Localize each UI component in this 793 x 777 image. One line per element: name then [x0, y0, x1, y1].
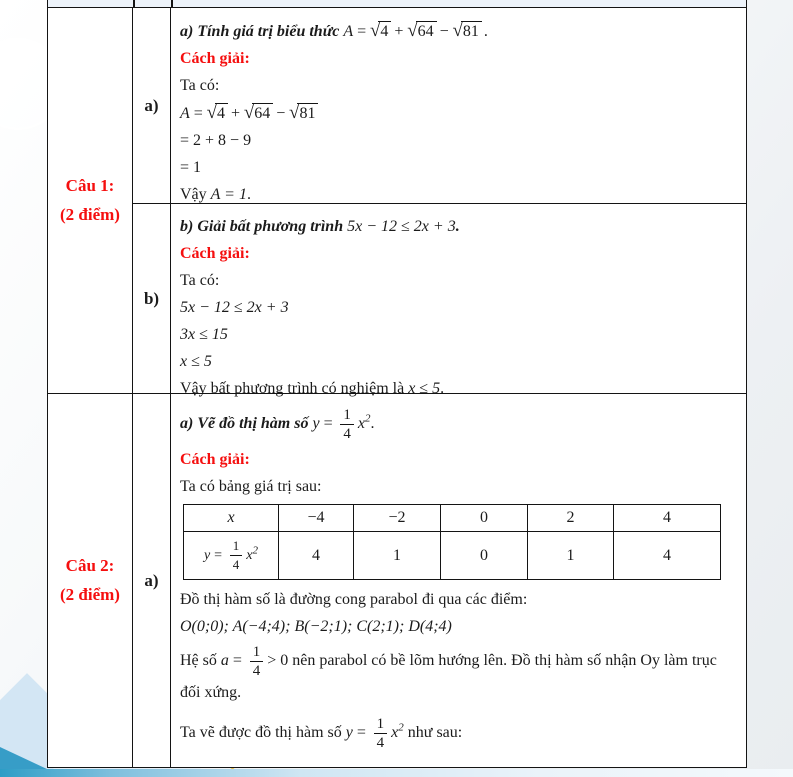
- solution-heading: Cách giải:: [180, 245, 250, 262]
- part-1b-row: [133, 203, 746, 397]
- part-1b-content: [171, 204, 746, 397]
- y-header-cell: y = $\frac{1}{4}$ $x^2$: [184, 532, 279, 580]
- solution-heading: Cách giải:: [180, 451, 250, 468]
- math-step-3: = 1: [180, 159, 202, 176]
- part-2a-marker: a): [133, 394, 171, 767]
- value-table-y-row: y = $\frac{1}{4}$ $x^2$ 4 1 0 1 4: [184, 532, 721, 580]
- x-header-cell: x: [184, 505, 279, 532]
- intro-text: Ta có:: [180, 272, 220, 289]
- question-2-number: Câu 2:: [65, 556, 115, 575]
- cutoff-row-sliver: [47, 0, 747, 7]
- question-1-number: Câu 1:: [65, 176, 115, 195]
- coefficient-formula: a = $\frac{1}{4}$ > 0: [220, 644, 289, 679]
- question-1-row: [48, 8, 746, 397]
- part-1a-marker: a): [133, 8, 171, 203]
- part-1a-content: [171, 8, 746, 203]
- part-2a-row: [133, 394, 746, 767]
- conclusion-line: Vậy bất phương trình có nghiệm là x ≤ 5.: [180, 380, 445, 397]
- question-1-points: (2 điểm): [60, 205, 120, 224]
- math-step-2: 3x ≤ 15: [180, 326, 228, 343]
- function-formula: y = $\frac{1}{4}$ $x^2$: [345, 716, 404, 751]
- function-formula: y = $\frac{1}{4}$ $x^2$.: [312, 407, 375, 442]
- draw-graph-line: Ta vẽ được đồ thị hàm số y = $\frac{1}{4}$ $x^2$ như sau:: [180, 716, 463, 751]
- question-2-label-cell: [48, 394, 133, 767]
- parabola-description: Đồ thị hàm số là đường cong parabol đi qua các điểm:: [180, 591, 528, 608]
- answer-table: [47, 7, 747, 768]
- math-step-1: A = √ 4 + √ 64 − √ 81: [180, 103, 736, 123]
- part-1a-row: [133, 8, 746, 203]
- question-2-row: [48, 393, 746, 767]
- part-2a-title: a) Vẽ đồ thị hàm số y = $\frac{1}{4}$ $x^2$.: [180, 407, 375, 442]
- expression-A: A = √ 4 + √ 64 − √ 81 .: [343, 20, 488, 41]
- question-2-points: (2 điểm): [60, 585, 120, 604]
- part-1b-title: b) Giải bất phương trình 5x − 12 ≤ 2x + 3.: [180, 218, 460, 235]
- intro-text: Ta có:: [180, 77, 220, 94]
- solution-heading: Cách giải:: [180, 50, 250, 67]
- value-table-x-row: x −4 −2 0 2 4: [184, 505, 721, 532]
- intro-text: Ta có bảng giá trị sau:: [180, 478, 322, 495]
- points-line: O(0;0); A(−4;4); B(−2;1); C(2;1); D(4;4): [180, 618, 452, 635]
- bottom-gradient-band: [0, 769, 793, 777]
- part-1a-title: a) Tính giá trị biểu thức A = √ 4 + √ 64 − √ 81 .: [180, 20, 488, 41]
- math-step-1: 5x − 12 ≤ 2x + 3: [180, 299, 289, 316]
- coefficient-paragraph: Hệ số a = $\frac{1}{4}$ > 0 nên parabol có bề lõm hướng lên. Đồ thị hàm số nhận Oy làm trục đối xứng.: [180, 644, 717, 701]
- part-1b-marker: b): [133, 204, 171, 393]
- question-1-label-cell: [48, 8, 133, 393]
- part-2a-content: [171, 394, 746, 767]
- value-table: [183, 504, 721, 580]
- conclusion-line: Vậy A = 1.: [180, 186, 251, 203]
- math-step-2: = 2 + 8 − 9: [180, 132, 252, 149]
- math-step-3: x ≤ 5: [180, 353, 212, 370]
